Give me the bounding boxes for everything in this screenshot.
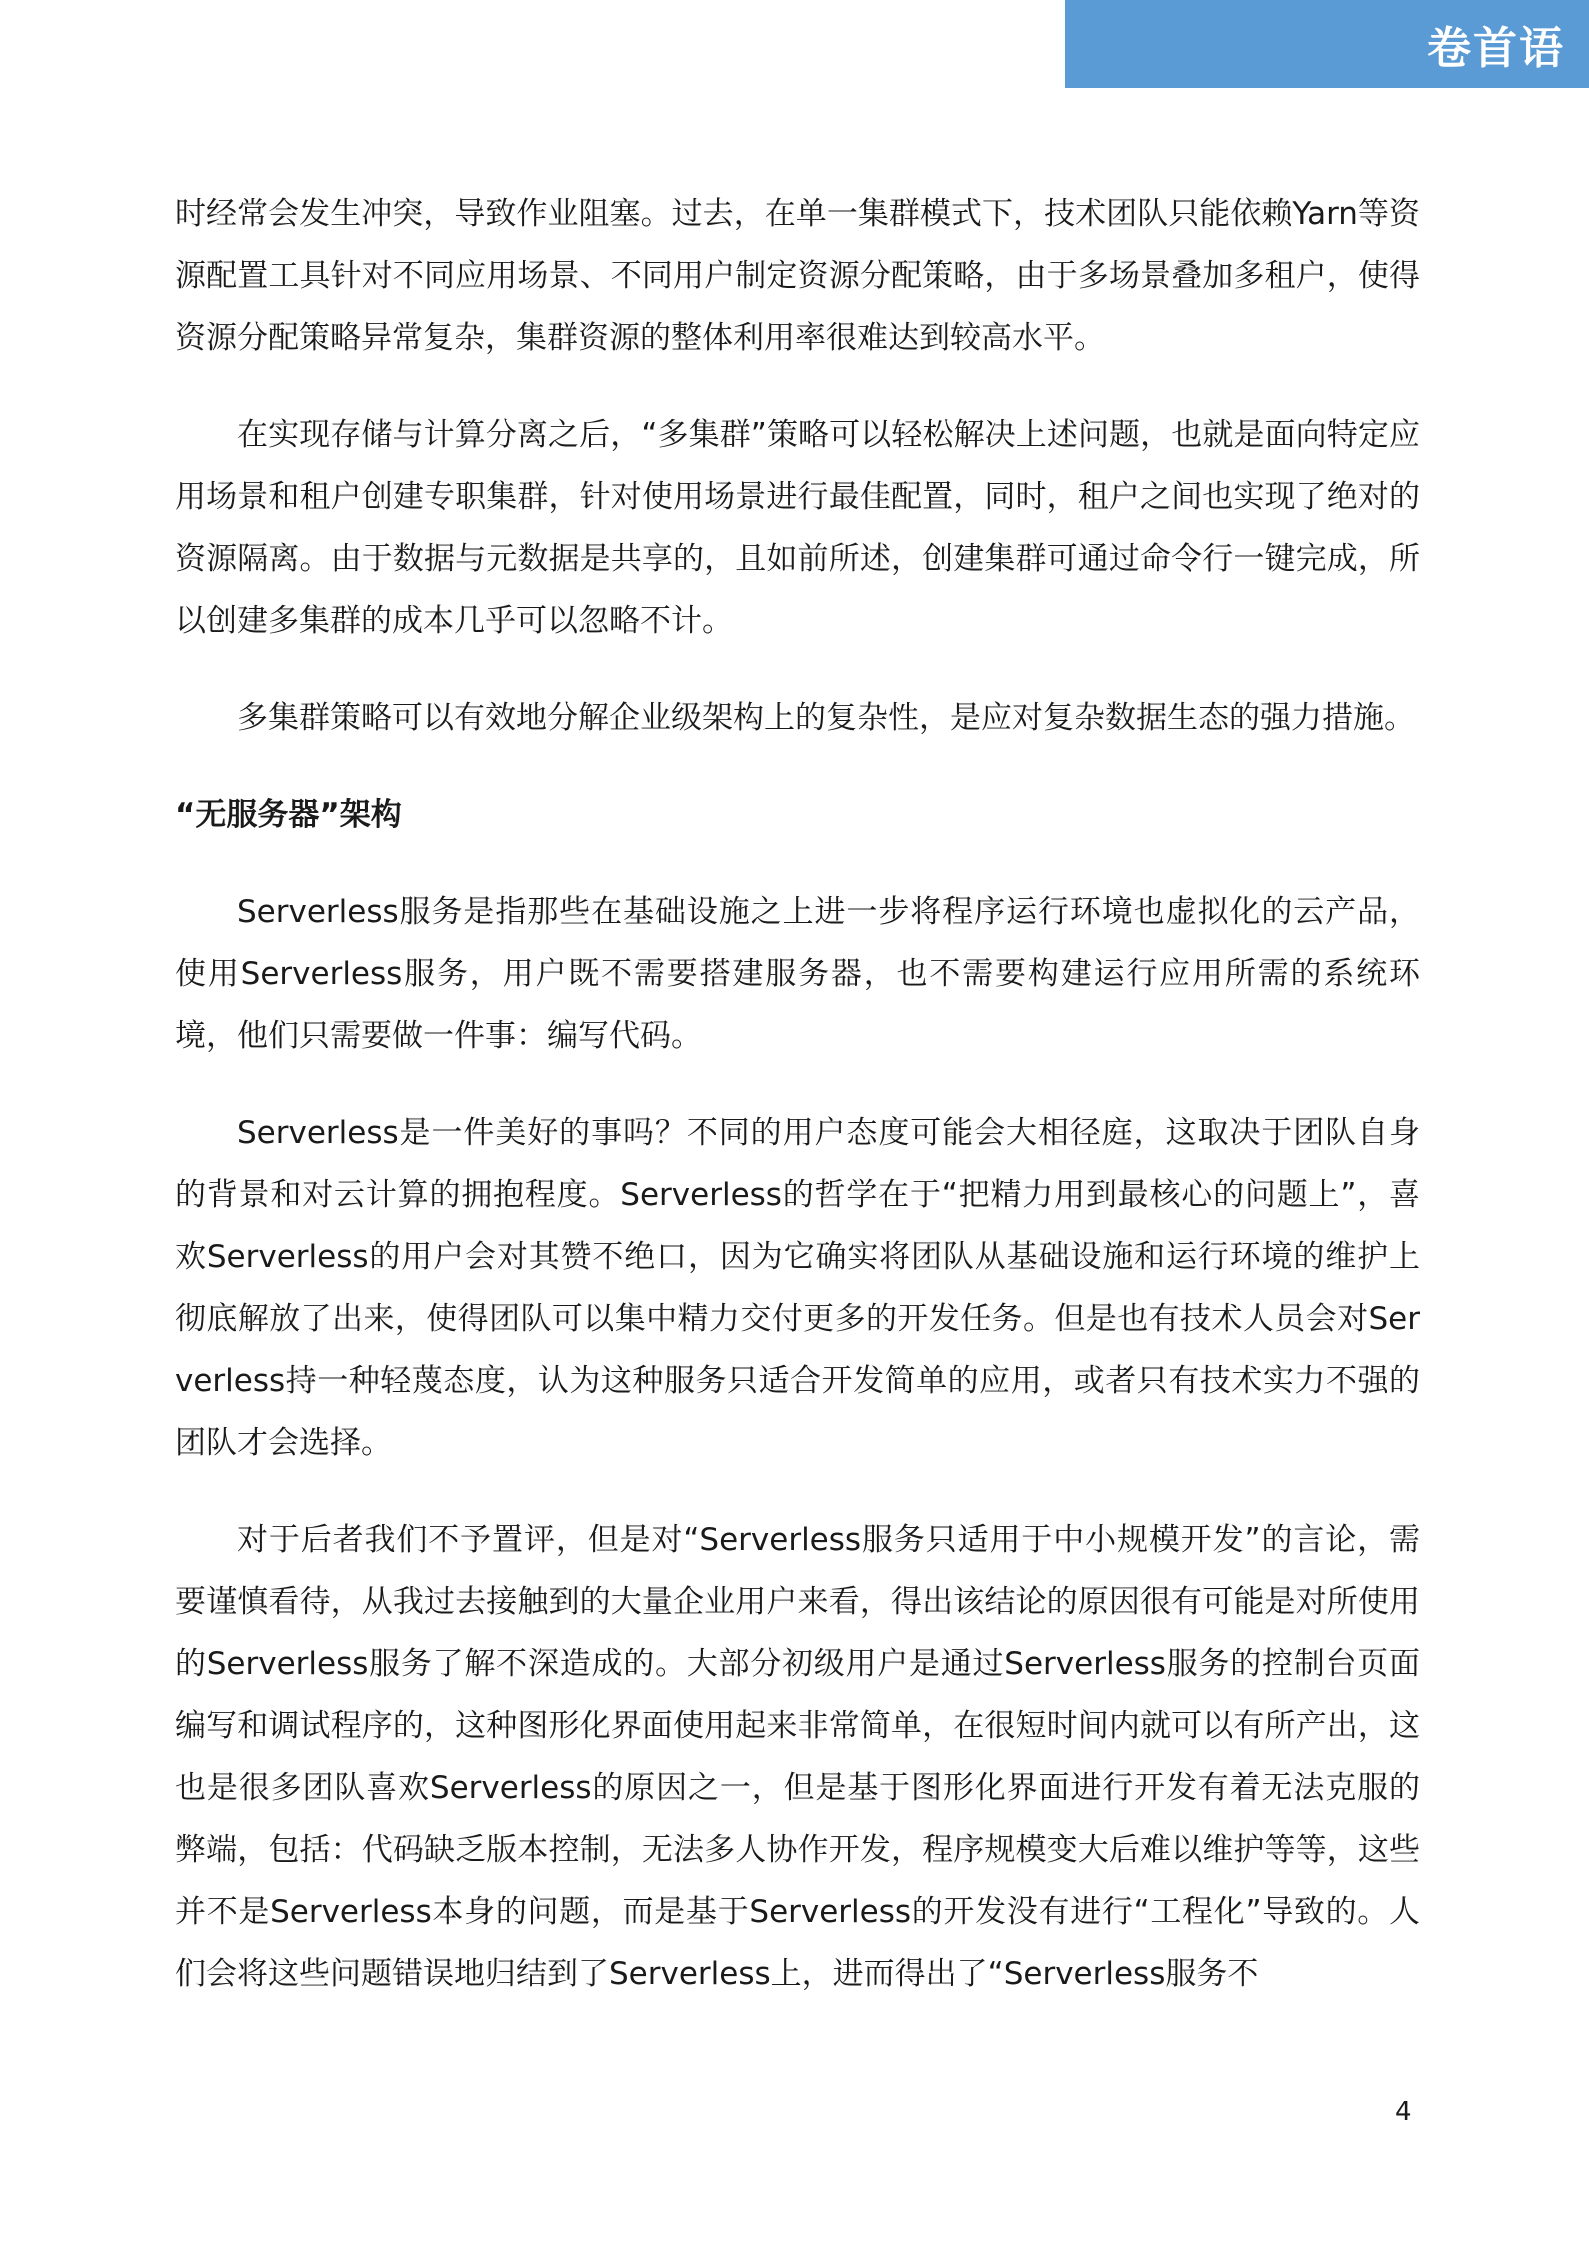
paragraph-gap [175, 652, 1420, 687]
paragraph-gap [175, 749, 1420, 784]
paragraph-3: 多集群策略可以有效地分解企业级架构上的复杂性，是应对复杂数据生态的强力措施。 [237, 700, 1415, 736]
article-body [175, 183, 1420, 2005]
section-tab [1065, 0, 1589, 88]
paragraph-gap [175, 369, 1420, 404]
section-tab-label: 卷首语 [1427, 23, 1565, 74]
page-number: 4 [1395, 2097, 1412, 2127]
paragraph-2: 在实现存储与计算分离之后，“多集群”策略可以轻松解决上述问题，也就是面向特定应用场景和租户创建专职集群，针对使用场景进行最佳配置，同时，租户之间也实现了绝对的资源隔离。由于数据与元数据是共享的，且如前所述，创建集群可通过命令行一键完成，所以创建多集群的成本几乎可以忽略不计。 [175, 417, 1420, 639]
section-heading: “无服务器”架构 [175, 797, 402, 833]
paragraph-6: 对于后者我们不予置评，但是对“Serverless服务只适用于中小规模开发”的言论，需要谨慎看待，从我过去接触到的大量企业用户来看，得出该结论的原因很有可能是对所使用的Serverless服务了解不深造成的。大部分初级用户是通过Serverless服务的控制台页面编写和调试程序的，这种图形化界面使用起来非常简单，在很短时间内就可以有所产出，这也是很多团队喜欢Serverless的原因之一，但是基于图形化界面进行开发有着无法克服的弊端，包括：代码缺乏版本控制，无法多人协作开发，程序规模变大后难以维护等等，这些并不是Serverless本身的问题，而是基于Serverless的开发没有进行“工程化”导致的。人们会将这些问题错误地归结到了Serverless上，进而得出了“Serverless服务不 [175, 1522, 1420, 1992]
paragraph-5: Serverless是一件美好的事吗？不同的用户态度可能会大相径庭，这取决于团队自身的背景和对云计算的拥抱程度。Serverless的哲学在于“把精力用到最核心的问题上”，喜欢Serverless的用户会对其赞不绝口，因为它确实将团队从基础设施和运行环境的维护上彻底解放了出来，使得团队可以集中精力交付更多的开发任务。但是也有技术人员会对Serverless持一种轻蔑态度，认为这种服务只适合开发简单的应用，或者只有技术实力不强的团队才会选择。 [175, 1115, 1420, 1461]
paragraph-1: 时经常会发生冲突，导致作业阻塞。过去，在单一集群模式下，技术团队只能依赖Yarn等资源配置工具针对不同应用场景、不同用户制定资源分配策略，由于多场景叠加多租户，使得资源分配策略异常复杂，集群资源的整体利用率很难达到较高水平。 [175, 196, 1420, 356]
paragraph-4: Serverless服务是指那些在基础设施之上进一步将程序运行环境也虚拟化的云产品，使用Serverless服务，用户既不需要搭建服务器，也不需要构建运行应用所需的系统环境，他们只需要做一件事：编写代码。 [175, 894, 1420, 1054]
paragraph-gap [175, 846, 1420, 881]
paragraph-gap [175, 1474, 1420, 1509]
paragraph-gap [175, 1067, 1420, 1102]
